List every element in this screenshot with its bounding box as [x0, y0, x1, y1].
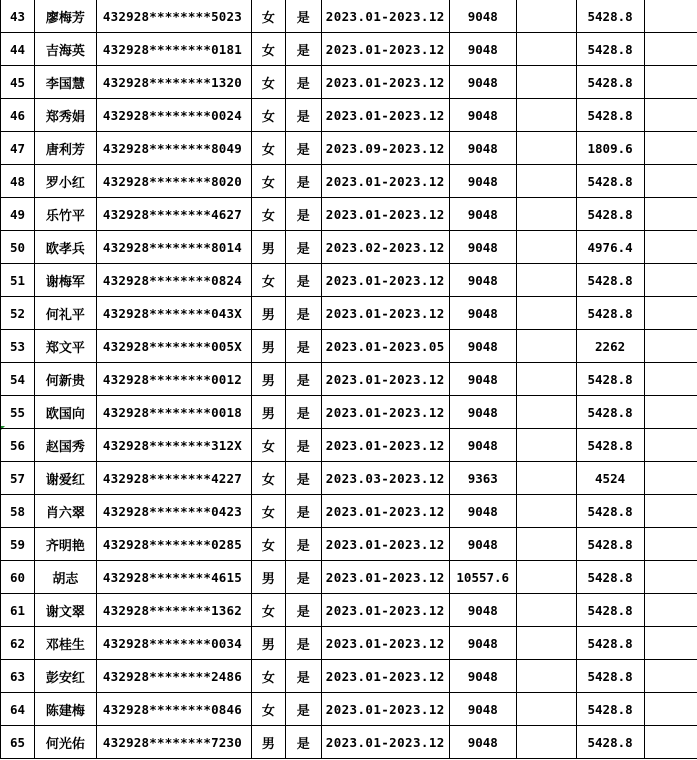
name-cell[interactable]: 赵国秀	[34, 429, 96, 462]
table-row	[1, 396, 697, 429]
amount-cell[interactable]: 5428.8	[576, 726, 644, 759]
period-cell[interactable]: 2023.01-2023.12	[321, 561, 449, 594]
row-number-cell[interactable]: 48	[1, 165, 35, 198]
trailing-cell[interactable]	[644, 264, 697, 297]
trailing-cell[interactable]	[644, 561, 697, 594]
id-number-cell[interactable]: 432928********312X	[96, 429, 251, 462]
period-cell[interactable]: 2023.09-2023.12	[321, 132, 449, 165]
period-cell[interactable]: 2023.01-2023.12	[321, 363, 449, 396]
period-cell[interactable]: 2023.01-2023.12	[321, 693, 449, 726]
amount-cell[interactable]: 5428.8	[576, 495, 644, 528]
row-number-cell[interactable]: 55	[1, 396, 35, 429]
flag-cell[interactable]: 是	[285, 231, 321, 264]
id-number-cell[interactable]: 432928********4627	[96, 198, 251, 231]
gender-cell[interactable]: 女	[251, 0, 285, 33]
amount-cell[interactable]: 5428.8	[576, 0, 644, 33]
base-amount-cell[interactable]: 9048	[449, 66, 516, 99]
id-number-cell[interactable]: 432928********0034	[96, 627, 251, 660]
empty-cell[interactable]	[516, 231, 576, 264]
table-row	[1, 66, 697, 99]
trailing-cell[interactable]	[644, 297, 697, 330]
amount-cell[interactable]: 5428.8	[576, 99, 644, 132]
name-cell[interactable]: 彭安红	[34, 660, 96, 693]
table-row	[1, 627, 697, 660]
base-amount-cell[interactable]: 9048	[449, 495, 516, 528]
flag-cell[interactable]: 是	[285, 363, 321, 396]
trailing-cell[interactable]	[644, 396, 697, 429]
amount-cell[interactable]: 1809.6	[576, 132, 644, 165]
name-cell[interactable]: 乐竹平	[34, 198, 96, 231]
flag-cell[interactable]: 是	[285, 429, 321, 462]
trailing-cell[interactable]	[644, 429, 697, 462]
period-cell[interactable]: 2023.02-2023.12	[321, 231, 449, 264]
flag-cell[interactable]: 是	[285, 594, 321, 627]
id-number-cell[interactable]: 432928********8014	[96, 231, 251, 264]
trailing-cell[interactable]	[644, 330, 697, 363]
name-cell[interactable]: 罗小红	[34, 165, 96, 198]
id-number-cell[interactable]: 432928********0846	[96, 693, 251, 726]
row-number-cell[interactable]: 45	[1, 66, 35, 99]
row-number-cell[interactable]: 54	[1, 363, 35, 396]
gender-cell[interactable]: 女	[251, 429, 285, 462]
amount-cell[interactable]: 5428.8	[576, 693, 644, 726]
id-number-cell[interactable]: 432928********7230	[96, 726, 251, 759]
name-cell[interactable]: 陈建梅	[34, 693, 96, 726]
id-number-cell[interactable]: 432928********2486	[96, 660, 251, 693]
base-amount-cell[interactable]: 9048	[449, 726, 516, 759]
name-cell[interactable]: 何光佑	[34, 726, 96, 759]
gender-cell[interactable]: 男	[251, 561, 285, 594]
trailing-cell[interactable]	[644, 363, 697, 396]
base-amount-cell[interactable]: 9048	[449, 33, 516, 66]
table-row	[1, 528, 697, 561]
row-number-cell[interactable]: 50	[1, 231, 35, 264]
gender-cell[interactable]: 女	[251, 198, 285, 231]
table-row	[1, 297, 697, 330]
amount-cell[interactable]: 5428.8	[576, 165, 644, 198]
id-number-cell[interactable]: 432928********0285	[96, 528, 251, 561]
trailing-cell[interactable]	[644, 462, 697, 495]
row-number-cell[interactable]: 65	[1, 726, 35, 759]
flag-cell[interactable]: 是	[285, 528, 321, 561]
name-cell[interactable]: 欧国向	[34, 396, 96, 429]
amount-cell[interactable]: 5428.8	[576, 66, 644, 99]
period-cell[interactable]: 2023.01-2023.12	[321, 660, 449, 693]
id-number-cell[interactable]: 432928********8020	[96, 165, 251, 198]
flag-cell[interactable]: 是	[285, 561, 321, 594]
base-amount-cell[interactable]: 9048	[449, 693, 516, 726]
empty-cell[interactable]	[516, 297, 576, 330]
row-number-cell[interactable]: 62	[1, 627, 35, 660]
table-row	[1, 594, 697, 627]
gender-cell[interactable]: 男	[251, 726, 285, 759]
empty-cell[interactable]	[516, 561, 576, 594]
amount-cell[interactable]: 5428.8	[576, 264, 644, 297]
base-amount-cell[interactable]: 9048	[449, 330, 516, 363]
period-cell[interactable]: 2023.01-2023.12	[321, 396, 449, 429]
base-amount-cell[interactable]: 9048	[449, 528, 516, 561]
table-row	[1, 0, 697, 33]
table-row	[1, 726, 697, 759]
period-cell[interactable]: 2023.01-2023.12	[321, 594, 449, 627]
base-amount-cell[interactable]: 9048	[449, 99, 516, 132]
id-number-cell[interactable]: 432928********0824	[96, 264, 251, 297]
empty-cell[interactable]	[516, 462, 576, 495]
id-number-cell[interactable]: 432928********0423	[96, 495, 251, 528]
table-row	[1, 132, 697, 165]
empty-cell[interactable]	[516, 528, 576, 561]
empty-cell[interactable]	[516, 396, 576, 429]
period-cell[interactable]: 2023.01-2023.05	[321, 330, 449, 363]
name-cell[interactable]: 谢爱红	[34, 462, 96, 495]
gender-cell[interactable]: 女	[251, 594, 285, 627]
gender-cell[interactable]: 女	[251, 33, 285, 66]
base-amount-cell[interactable]: 9048	[449, 165, 516, 198]
table-row	[1, 561, 697, 594]
base-amount-cell[interactable]: 9363	[449, 462, 516, 495]
name-cell[interactable]: 谢梅军	[34, 264, 96, 297]
table-row	[1, 693, 697, 726]
name-cell[interactable]: 吉海英	[34, 33, 96, 66]
base-amount-cell[interactable]: 9048	[449, 231, 516, 264]
gender-cell[interactable]: 女	[251, 132, 285, 165]
table-row	[1, 495, 697, 528]
row-number-cell[interactable]: 52	[1, 297, 35, 330]
name-cell[interactable]: 郑文平	[34, 330, 96, 363]
flag-cell[interactable]: 是	[285, 165, 321, 198]
amount-cell[interactable]: 5428.8	[576, 627, 644, 660]
amount-cell[interactable]: 5428.8	[576, 363, 644, 396]
id-number-cell[interactable]: 432928********4227	[96, 462, 251, 495]
empty-cell[interactable]	[516, 264, 576, 297]
base-amount-cell[interactable]: 9048	[449, 363, 516, 396]
row-number-cell[interactable]: 44	[1, 33, 35, 66]
trailing-cell[interactable]	[644, 726, 697, 759]
trailing-cell[interactable]	[644, 528, 697, 561]
empty-cell[interactable]	[516, 693, 576, 726]
flag-cell[interactable]: 是	[285, 33, 321, 66]
row-number-cell[interactable]: 51	[1, 264, 35, 297]
amount-cell[interactable]: 5428.8	[576, 429, 644, 462]
gender-cell[interactable]: 男	[251, 231, 285, 264]
base-amount-cell[interactable]: 9048	[449, 429, 516, 462]
table-row	[1, 231, 697, 264]
name-cell[interactable]: 肖六翠	[34, 495, 96, 528]
trailing-cell[interactable]	[644, 0, 697, 33]
id-number-cell[interactable]: 432928********005X	[96, 330, 251, 363]
trailing-cell[interactable]	[644, 165, 697, 198]
flag-cell[interactable]: 是	[285, 396, 321, 429]
row-number-cell[interactable]: 49	[1, 198, 35, 231]
table-row	[1, 264, 697, 297]
base-amount-cell[interactable]: 9048	[449, 396, 516, 429]
gender-cell[interactable]: 男	[251, 396, 285, 429]
flag-cell[interactable]: 是	[285, 264, 321, 297]
gender-cell[interactable]: 女	[251, 495, 285, 528]
base-amount-cell[interactable]: 9048	[449, 264, 516, 297]
gender-cell[interactable]: 女	[251, 528, 285, 561]
period-cell[interactable]: 2023.01-2023.12	[321, 198, 449, 231]
base-amount-cell[interactable]: 10557.6	[449, 561, 516, 594]
trailing-cell[interactable]	[644, 66, 697, 99]
base-amount-cell[interactable]: 9048	[449, 627, 516, 660]
name-cell[interactable]: 齐明艳	[34, 528, 96, 561]
amount-cell[interactable]: 5428.8	[576, 33, 644, 66]
row-number-cell[interactable]: 59	[1, 528, 35, 561]
gender-cell[interactable]: 女	[251, 462, 285, 495]
trailing-cell[interactable]	[644, 132, 697, 165]
table-row	[1, 330, 697, 363]
table-row	[1, 33, 697, 66]
period-cell[interactable]: 2023.01-2023.12	[321, 495, 449, 528]
amount-cell[interactable]: 5428.8	[576, 297, 644, 330]
trailing-cell[interactable]	[644, 99, 697, 132]
row-number-cell[interactable]: 57	[1, 462, 35, 495]
amount-cell[interactable]: 5428.8	[576, 660, 644, 693]
name-cell[interactable]: 唐利芳	[34, 132, 96, 165]
trailing-cell[interactable]	[644, 627, 697, 660]
flag-cell[interactable]: 是	[285, 462, 321, 495]
empty-cell[interactable]	[516, 66, 576, 99]
id-number-cell[interactable]: 432928********4615	[96, 561, 251, 594]
flag-cell[interactable]: 是	[285, 726, 321, 759]
id-number-cell[interactable]: 432928********0012	[96, 363, 251, 396]
row-number-cell[interactable]: 53	[1, 330, 35, 363]
period-cell[interactable]: 2023.01-2023.12	[321, 165, 449, 198]
period-cell[interactable]: 2023.01-2023.12	[321, 33, 449, 66]
name-cell[interactable]: 谢文翠	[34, 594, 96, 627]
period-cell[interactable]: 2023.03-2023.12	[321, 462, 449, 495]
flag-cell[interactable]: 是	[285, 99, 321, 132]
flag-cell[interactable]: 是	[285, 660, 321, 693]
flag-cell[interactable]: 是	[285, 693, 321, 726]
amount-cell[interactable]: 4976.4	[576, 231, 644, 264]
gender-cell[interactable]: 女	[251, 264, 285, 297]
flag-cell[interactable]: 是	[285, 627, 321, 660]
gender-cell[interactable]: 女	[251, 660, 285, 693]
base-amount-cell[interactable]: 9048	[449, 660, 516, 693]
amount-cell[interactable]: 4524	[576, 462, 644, 495]
empty-cell[interactable]	[516, 363, 576, 396]
base-amount-cell[interactable]: 9048	[449, 297, 516, 330]
base-amount-cell[interactable]: 9048	[449, 132, 516, 165]
id-number-cell[interactable]: 432928********1362	[96, 594, 251, 627]
row-number-cell[interactable]: 61	[1, 594, 35, 627]
gender-cell[interactable]: 男	[251, 330, 285, 363]
trailing-cell[interactable]	[644, 693, 697, 726]
table-body	[1, 0, 697, 759]
amount-cell[interactable]: 2262	[576, 330, 644, 363]
flag-cell[interactable]: 是	[285, 330, 321, 363]
gender-cell[interactable]: 男	[251, 297, 285, 330]
flag-cell[interactable]: 是	[285, 66, 321, 99]
name-cell[interactable]: 何礼平	[34, 297, 96, 330]
empty-cell[interactable]	[516, 627, 576, 660]
period-cell[interactable]: 2023.01-2023.12	[321, 726, 449, 759]
amount-cell[interactable]: 5428.8	[576, 561, 644, 594]
empty-cell[interactable]	[516, 330, 576, 363]
period-cell[interactable]: 2023.01-2023.12	[321, 627, 449, 660]
row-number-cell[interactable]: 58	[1, 495, 35, 528]
empty-cell[interactable]	[516, 0, 576, 33]
table-row	[1, 429, 697, 462]
id-number-cell[interactable]: 432928********043X	[96, 297, 251, 330]
row-number-cell[interactable]: 56	[1, 429, 35, 462]
table-row	[1, 99, 697, 132]
table-row	[1, 198, 697, 231]
gender-cell[interactable]: 女	[251, 165, 285, 198]
name-cell[interactable]: 李国慧	[34, 66, 96, 99]
row-number-cell[interactable]: 47	[1, 132, 35, 165]
id-number-cell[interactable]: 432928********5023	[96, 0, 251, 33]
empty-cell[interactable]	[516, 594, 576, 627]
flag-cell[interactable]: 是	[285, 0, 321, 33]
gender-cell[interactable]: 女	[251, 693, 285, 726]
period-cell[interactable]: 2023.01-2023.12	[321, 99, 449, 132]
empty-cell[interactable]	[516, 726, 576, 759]
period-cell[interactable]: 2023.01-2023.12	[321, 429, 449, 462]
period-cell[interactable]: 2023.01-2023.12	[321, 66, 449, 99]
empty-cell[interactable]	[516, 660, 576, 693]
flag-cell[interactable]: 是	[285, 198, 321, 231]
id-number-cell[interactable]: 432928********1320	[96, 66, 251, 99]
gender-cell[interactable]: 男	[251, 627, 285, 660]
flag-cell[interactable]: 是	[285, 132, 321, 165]
flag-cell[interactable]: 是	[285, 495, 321, 528]
table-row	[1, 363, 697, 396]
amount-cell[interactable]: 5428.8	[576, 198, 644, 231]
row-number-cell[interactable]: 64	[1, 693, 35, 726]
flag-cell[interactable]: 是	[285, 297, 321, 330]
gender-cell[interactable]: 男	[251, 363, 285, 396]
amount-cell[interactable]: 5428.8	[576, 594, 644, 627]
period-cell[interactable]: 2023.01-2023.12	[321, 528, 449, 561]
name-cell[interactable]: 邓桂生	[34, 627, 96, 660]
trailing-cell[interactable]	[644, 660, 697, 693]
base-amount-cell[interactable]: 9048	[449, 198, 516, 231]
row-number-cell[interactable]: 60	[1, 561, 35, 594]
row-number-cell[interactable]: 46	[1, 99, 35, 132]
trailing-cell[interactable]	[644, 594, 697, 627]
empty-cell[interactable]	[516, 99, 576, 132]
period-cell[interactable]: 2023.01-2023.12	[321, 0, 449, 33]
id-number-cell[interactable]: 432928********0181	[96, 33, 251, 66]
id-number-cell[interactable]: 432928********0018	[96, 396, 251, 429]
trailing-cell[interactable]	[644, 198, 697, 231]
gender-cell[interactable]: 女	[251, 66, 285, 99]
period-cell[interactable]: 2023.01-2023.12	[321, 264, 449, 297]
name-cell[interactable]: 欧孝兵	[34, 231, 96, 264]
empty-cell[interactable]	[516, 33, 576, 66]
name-cell[interactable]: 何新贵	[34, 363, 96, 396]
row-number-cell[interactable]: 43	[1, 0, 35, 33]
amount-cell[interactable]: 5428.8	[576, 396, 644, 429]
row-number-cell[interactable]: 63	[1, 660, 35, 693]
trailing-cell[interactable]	[644, 33, 697, 66]
table-row	[1, 462, 697, 495]
base-amount-cell[interactable]: 9048	[449, 594, 516, 627]
gender-cell[interactable]: 女	[251, 99, 285, 132]
table-row	[1, 660, 697, 693]
id-number-cell[interactable]: 432928********8049	[96, 132, 251, 165]
name-cell[interactable]: 胡志	[34, 561, 96, 594]
base-amount-cell[interactable]: 9048	[449, 0, 516, 33]
amount-cell[interactable]: 5428.8	[576, 528, 644, 561]
table-row	[1, 165, 697, 198]
empty-cell[interactable]	[516, 132, 576, 165]
empty-cell[interactable]	[516, 165, 576, 198]
trailing-cell[interactable]	[644, 495, 697, 528]
trailing-cell[interactable]	[644, 231, 697, 264]
name-cell[interactable]: 廖梅芳	[34, 0, 96, 33]
name-cell[interactable]: 郑秀娟	[34, 99, 96, 132]
id-number-cell[interactable]: 432928********0024	[96, 99, 251, 132]
period-cell[interactable]: 2023.01-2023.12	[321, 297, 449, 330]
empty-cell[interactable]	[516, 429, 576, 462]
empty-cell[interactable]	[516, 198, 576, 231]
empty-cell[interactable]	[516, 495, 576, 528]
